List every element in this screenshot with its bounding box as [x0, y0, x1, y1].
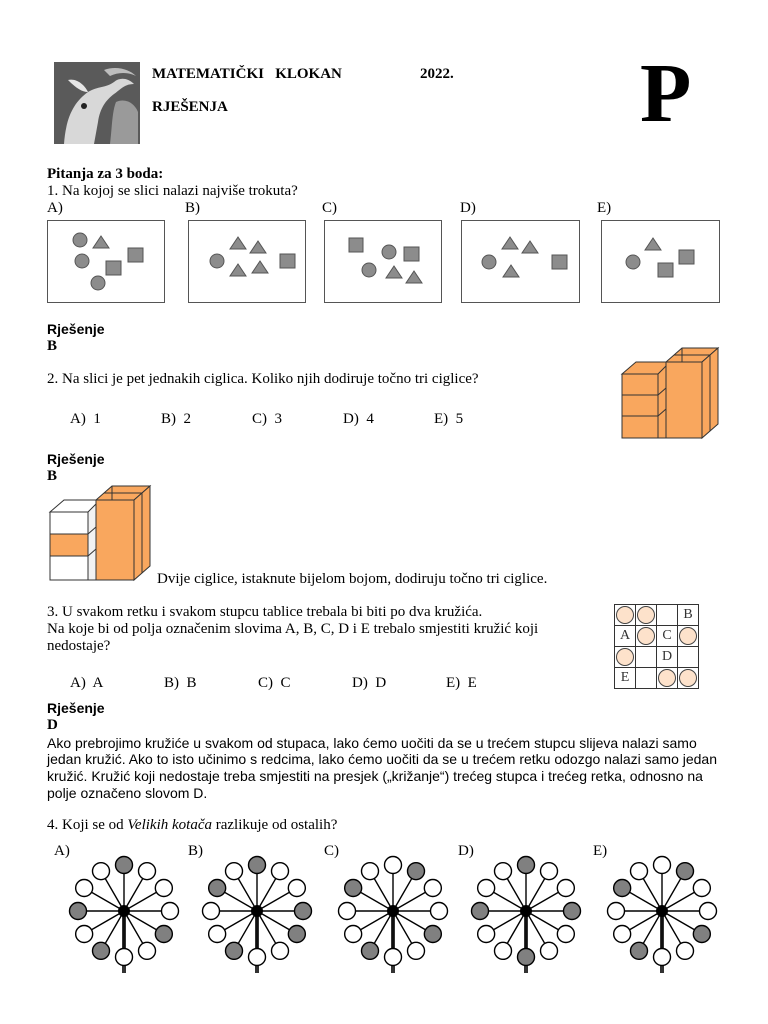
q1-figure-a [47, 220, 165, 303]
wheel-cabin [162, 903, 179, 920]
q4-text-em: Velikih kotača [127, 817, 212, 833]
wheel-cabin [209, 880, 226, 897]
q2-bricks-figure [620, 346, 720, 442]
q4-option-e: E) [593, 843, 608, 859]
wheel-cabin [631, 942, 648, 959]
wheel-cabin [345, 926, 362, 943]
q3-explanation-line-2: jedan kružić. Ako to isto učinimo s redcima, lako ćemo uočiti da se u trećem retku odozgo nalazi samo jedan [47, 751, 717, 767]
wheel-cabin [557, 926, 574, 943]
grid-cell: A [615, 626, 636, 647]
grid-cell [678, 647, 699, 668]
wheel-cabin [541, 863, 558, 880]
ferris-wheel-a [64, 854, 184, 974]
grid-cell [636, 668, 657, 689]
wheel-hub [520, 905, 532, 917]
wheel-cabin [203, 903, 220, 920]
wheel-cabin [288, 926, 305, 943]
wheel-cabin [495, 863, 512, 880]
wheel-cabin [226, 942, 243, 959]
question-3-line-1: 3. U svakom retku i svakom stupcu tablice trebala bi biti po dva kružića. [47, 604, 483, 620]
wheel-cabin [155, 926, 172, 943]
q2-option-e: E) 5 [434, 411, 464, 427]
wheel-hub [118, 905, 130, 917]
q1-figure-d [461, 220, 580, 303]
q4-option-a: A) [54, 843, 70, 859]
grid-cell [636, 647, 657, 668]
wheel-cabin [693, 926, 710, 943]
page-subtitle: RJEŠENJA [152, 99, 228, 115]
q3-option-a: A) A [70, 675, 104, 691]
grid-cell [636, 626, 657, 647]
wheel-cabin [424, 926, 441, 943]
question-3-line-2: Na koje bi od polja označenim slovima A, B, C, D i E trebalo smjestiti kružić koji [47, 621, 539, 637]
wheel-cabin [654, 949, 671, 966]
q4-text-post: razlikuje od ostalih? [211, 817, 338, 833]
grid-cell: B [678, 605, 699, 626]
wheel-cabin [541, 942, 558, 959]
grid-circle [679, 627, 697, 645]
wheel-cabin [385, 949, 402, 966]
wheel-cabin [677, 863, 694, 880]
wheel-hub [251, 905, 263, 917]
grid-circle [637, 627, 655, 645]
q1-option-a: A) [47, 200, 63, 216]
q1-answer: B [47, 338, 58, 354]
wheel-cabin [362, 942, 379, 959]
wheel-cabin [495, 942, 512, 959]
wheel-cabin [155, 880, 172, 897]
question-2-text: 2. Na slici je pet jednakih ciglica. Koliko njih dodiruje točno tri ciglice? [47, 371, 479, 387]
q1-option-e: E) [597, 200, 612, 216]
wheel-cabin [424, 880, 441, 897]
grid-circle [616, 606, 634, 624]
q1-figure-b [188, 220, 306, 303]
wheel-cabin [76, 926, 93, 943]
q3-solution-label: Rješenje [47, 700, 105, 716]
q4-option-b: B) [188, 843, 203, 859]
wheel-cabin [249, 949, 266, 966]
q3-explanation-line-4: polje označeno slovom D. [47, 785, 208, 801]
q3-explanation-line-1: Ako prebrojimo kružiće u svakom od stupaca, lako ćemo uočiti da se u trećem stupcu slijeva nalazi samo [47, 735, 697, 751]
ferris-wheel-c [333, 854, 453, 974]
q1-solution-label: Rješenje [47, 321, 105, 337]
wheel-cabin [408, 863, 425, 880]
q2-option-c: C) 3 [252, 411, 282, 427]
grid-circle [616, 648, 634, 666]
grid-cell: D [657, 647, 678, 668]
q2-option-a: A) 1 [70, 411, 101, 427]
wheel-cabin [614, 926, 631, 943]
wheel-cabin [557, 880, 574, 897]
wheel-cabin [700, 903, 717, 920]
wheel-cabin [614, 880, 631, 897]
wheel-cabin [677, 942, 694, 959]
q3-explanation-line-3: kružić. Kružić koji nedostaje treba smjestiti na presjek („križanje“) trećeg stupca i trećeg retka, odnosno na [47, 768, 703, 784]
wheel-cabin [93, 863, 110, 880]
grid-circle [658, 669, 676, 687]
q3-grid [614, 604, 699, 689]
wheel-cabin [472, 903, 489, 920]
wheel-cabin [518, 857, 535, 874]
q2-option-d: D) 4 [343, 411, 374, 427]
q2-solution-label: Rješenje [47, 451, 105, 467]
wheel-cabin [478, 926, 495, 943]
grid-cell [615, 605, 636, 626]
year: 2022. [420, 66, 454, 82]
ferris-wheel-d [466, 854, 586, 974]
wheel-cabin [408, 942, 425, 959]
q3-option-c: C) C [258, 675, 291, 691]
q4-text-pre: 4. Koji se od [47, 817, 128, 833]
wheel-cabin [209, 926, 226, 943]
grid-cell [615, 647, 636, 668]
wheel-cabin [76, 880, 93, 897]
grid-cell [636, 605, 657, 626]
wheel-cabin [385, 857, 402, 874]
ferris-wheel-b [197, 854, 317, 974]
section-heading: Pitanja za 3 boda: [47, 166, 164, 182]
grid-circle [637, 606, 655, 624]
wheel-cabin [345, 880, 362, 897]
q3-option-b: B) B [164, 675, 197, 691]
grid-circle [679, 669, 697, 687]
grid-cell [678, 668, 699, 689]
wheel-cabin [693, 880, 710, 897]
wheel-cabin [70, 903, 87, 920]
wheel-hub [656, 905, 668, 917]
q2-answer: B [47, 468, 58, 484]
wheel-cabin [272, 942, 289, 959]
kangaroo-logo-icon [54, 62, 140, 144]
wheel-cabin [362, 863, 379, 880]
wheel-cabin [139, 942, 156, 959]
grid-cell [657, 668, 678, 689]
wheel-cabin [564, 903, 581, 920]
wheel-cabin [478, 880, 495, 897]
q3-option-e: E) E [446, 675, 477, 691]
wheel-cabin [654, 857, 671, 874]
wheel-cabin [272, 863, 289, 880]
ferris-wheel-e [602, 854, 722, 974]
wheel-cabin [139, 863, 156, 880]
wheel-cabin [431, 903, 448, 920]
q2-explanation: Dvije ciglice, istaknute bijelom bojom, dodiruju točno tri ciglice. [157, 571, 548, 587]
wheel-cabin [93, 942, 110, 959]
q2-option-b: B) 2 [161, 411, 191, 427]
grid-cell [657, 605, 678, 626]
q1-option-c: C) [322, 200, 337, 216]
wheel-cabin [116, 857, 133, 874]
grid-cell: E [615, 668, 636, 689]
q4-option-c: C) [324, 843, 339, 859]
wheel-cabin [249, 857, 266, 874]
question-1-text: 1. Na kojoj se slici nalazi najviše trokuta? [47, 183, 298, 199]
grid-cell [678, 626, 699, 647]
question-4-text [47, 816, 337, 834]
q3-answer: D [47, 717, 58, 733]
q1-figure-e [601, 220, 720, 303]
wheel-cabin [226, 863, 243, 880]
wheel-cabin [631, 863, 648, 880]
wheel-cabin [518, 949, 535, 966]
q1-option-b: B) [185, 200, 200, 216]
page-title: MATEMATIČKI KLOKAN [152, 66, 342, 82]
wheel-cabin [339, 903, 356, 920]
question-3-line-3: nedostaje? [47, 638, 111, 654]
grid-cell: C [657, 626, 678, 647]
q4-option-d: D) [458, 843, 474, 859]
wheel-cabin [288, 880, 305, 897]
wheel-hub [387, 905, 399, 917]
wheel-cabin [295, 903, 312, 920]
category-letter: P [640, 47, 692, 140]
q1-figure-c [324, 220, 442, 303]
wheel-cabin [608, 903, 625, 920]
q3-option-d: D) D [352, 675, 387, 691]
q1-option-d: D) [460, 200, 476, 216]
wheel-cabin [116, 949, 133, 966]
q2-solution-figure [48, 484, 154, 582]
